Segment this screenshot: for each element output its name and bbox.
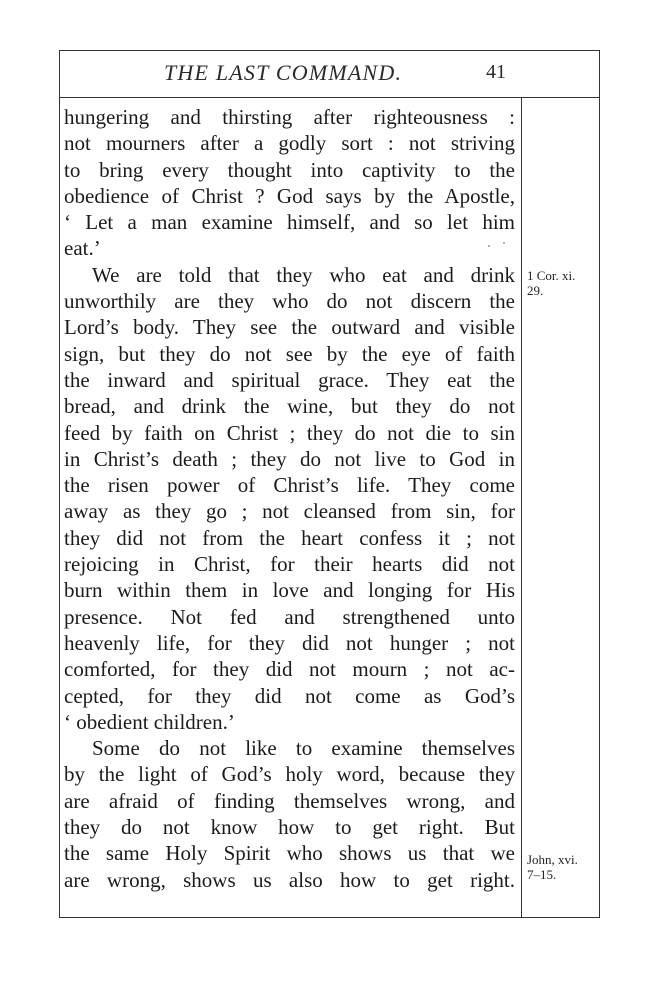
text-line: Lord’s body. They see the outward and visible (64, 315, 515, 340)
margin-column-rule (521, 97, 522, 918)
margin-note-line: 7–15. (527, 867, 557, 882)
margin-note-line: John, xvi. (527, 852, 578, 867)
text-line: not mourners after a godly sort : not striving (64, 131, 515, 156)
page-number: 41 (486, 61, 506, 83)
text-line: away as they go ; not cleansed from sin, for (64, 499, 515, 524)
text-line: are afraid of finding themselves wrong, and (64, 788, 515, 813)
text-line: We are told that they who eat and drink (92, 262, 515, 287)
paper-speck (488, 245, 490, 247)
text-line: sign, but they do not see by the eye of faith (64, 341, 515, 366)
text-line: are wrong, shows us also how to get right. (64, 867, 515, 892)
text-line: Some do not like to examine themselves (92, 736, 515, 761)
text-line: hungering and thirsting after righteousness : (64, 105, 515, 129)
text-line: the same Holy Spirit who shows us that we (64, 841, 515, 866)
margin-note-line: 1 Cor. xi. (527, 268, 576, 283)
text-line: ‘ obedient children.’ (64, 709, 235, 734)
text-line: by the light of God’s holy word, because they (64, 762, 515, 787)
paper-speck (503, 242, 505, 244)
text-line: bread, and drink the wine, but they do not (64, 394, 515, 419)
text-line: rejoicing in Christ, for their hearts did not (64, 552, 515, 577)
text-line: burn within them in love and longing for His (64, 578, 515, 603)
text-line: unworthily are they who do not discern the (64, 289, 515, 314)
margin-note-line: 29. (527, 283, 544, 298)
text-line: to bring every thought into captivity to the (64, 157, 515, 182)
margin-note-reference (527, 268, 575, 298)
text-line: obedience of Christ ? God says by the Apostle, (64, 183, 515, 208)
text-line: heavenly life, for they did not hunger ; not (64, 630, 515, 655)
text-line: cepted, for they did not come as God’s (64, 683, 515, 708)
body-text (64, 104, 515, 893)
running-head-title: THE LAST COMMAND. (164, 60, 403, 85)
text-line: the inward and spiritual grace. They eat the (64, 367, 515, 392)
text-line: eat.’ (64, 236, 101, 261)
text-line: feed by faith on Christ ; they do not die to sin (64, 420, 515, 445)
text-line: they do not know how to get right. But (64, 815, 515, 840)
text-line: ‘ Let a man examine himself, and so let him (64, 210, 515, 235)
header-rule (59, 97, 600, 98)
text-line: they did not from the heart confess it ; not (64, 525, 515, 550)
text-line: presence. Not fed and strengthened unto (64, 604, 515, 629)
text-line: comforted, for they did not mourn ; not ac- (64, 657, 515, 682)
text-line: the risen power of Christ’s life. They come (64, 473, 515, 498)
text-line: in Christ’s death ; they do not live to God in (64, 446, 515, 471)
margin-note-reference (527, 852, 578, 882)
